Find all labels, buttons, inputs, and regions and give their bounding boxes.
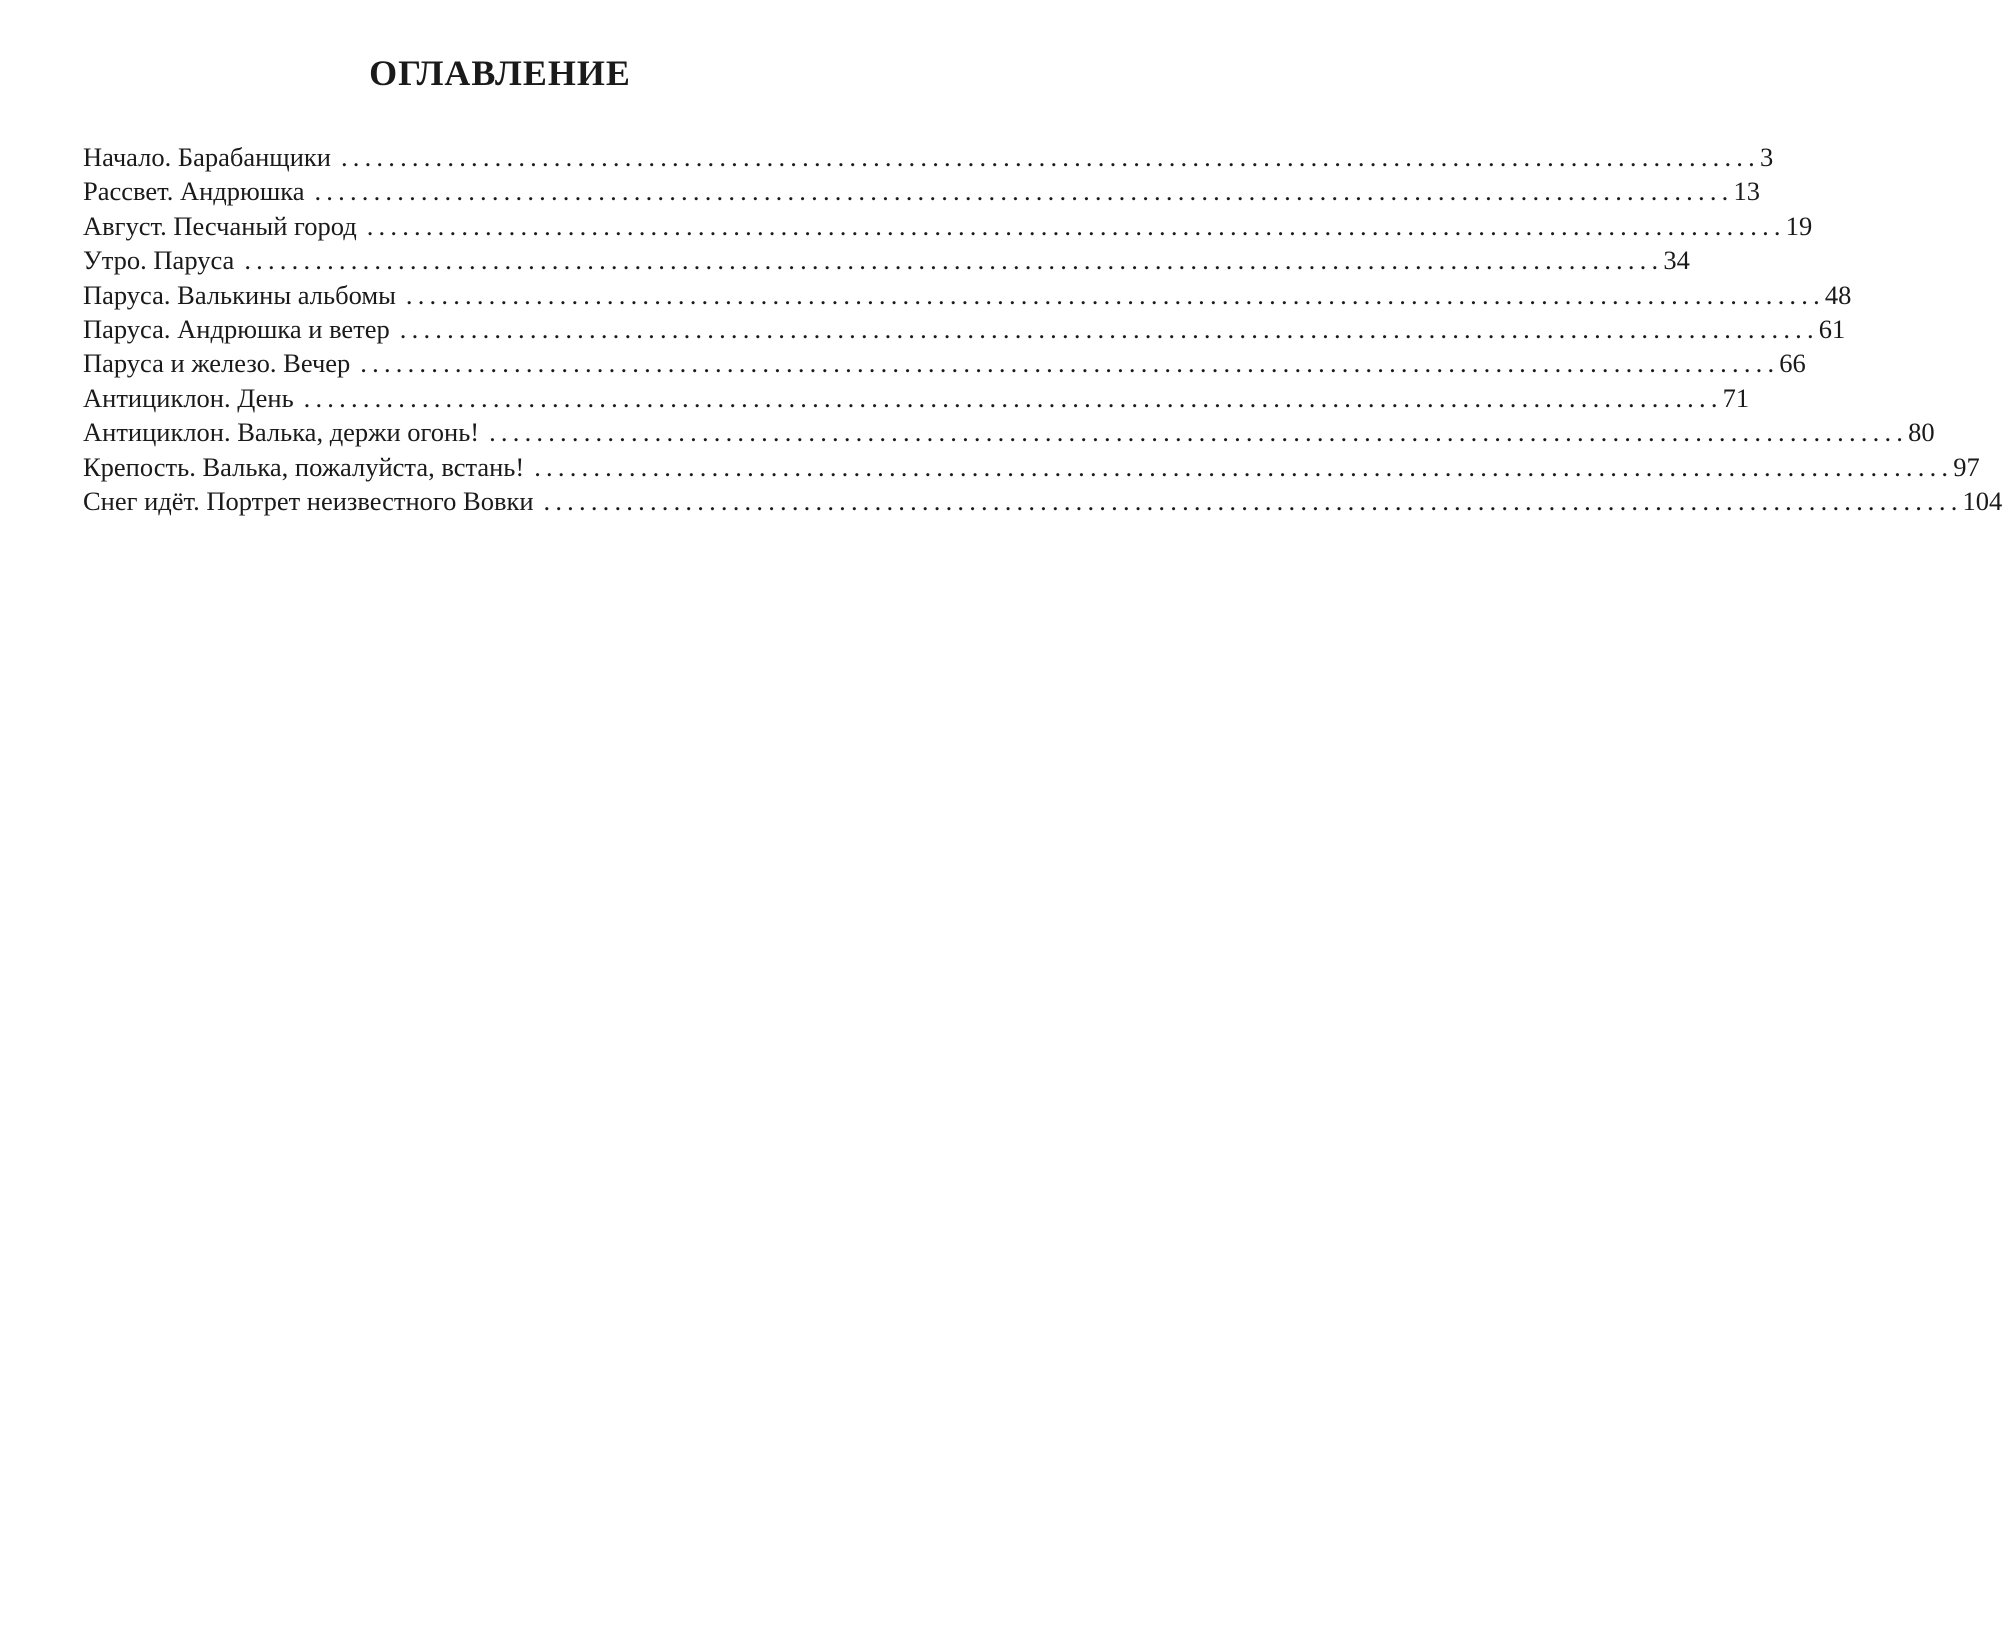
toc-entry-page: 97 [1953, 451, 1980, 482]
toc-entry [83, 312, 1846, 346]
toc-entry-page: 61 [1818, 313, 1846, 344]
toc-entry-title: Крепость. Валька, пожалуйста, встань! [83, 451, 525, 482]
toc-entry-title: Утро. Паруса [83, 245, 235, 276]
dot-leader: ........................................................................................................................ [534, 451, 1954, 482]
toc-entry-title: Паруса и железо. Вечер [83, 348, 351, 379]
dot-leader: ........................................................................................................................ [360, 348, 1780, 379]
dot-leader: ........................................................................................................................ [244, 245, 1664, 276]
dot-leader: ........................................................................................................................ [303, 382, 1723, 413]
toc-entry [83, 415, 1935, 449]
toc-entry-title: Паруса. Андрюшка и ветер [83, 313, 390, 344]
dot-leader: ........................................................................................................................ [543, 485, 1963, 516]
toc-entry [83, 381, 1750, 415]
toc-entry-title: Паруса. Валькины альбомы [83, 279, 396, 310]
toc-entry [83, 209, 1813, 243]
table-of-contents [83, 140, 2002, 518]
toc-entry-page: 19 [1785, 210, 1813, 241]
toc-entry [83, 450, 1980, 484]
toc-entry [83, 346, 1806, 380]
toc-entry [83, 278, 1852, 312]
toc-entry-title: Антициклон. День [83, 382, 294, 413]
toc-entry-page: 80 [1908, 417, 1935, 448]
dot-leader: ........................................................................................................................ [340, 142, 1760, 172]
toc-entry-title: Антициклон. Валька, держи огонь! [83, 417, 480, 448]
toc-entry-page: 71 [1722, 382, 1750, 413]
toc-entry-title: Начало. Барабанщики [83, 142, 331, 172]
toc-entry-page: 104 [1962, 485, 2002, 516]
toc-entry [83, 484, 2002, 518]
dot-leader: ........................................................................................................................ [489, 417, 1909, 448]
dot-leader: ........................................................................................................................ [314, 176, 1734, 207]
toc-entry-title: Август. Песчаный город [83, 210, 357, 241]
toc-entry-title: Рассвет. Андрюшка [83, 176, 305, 207]
dot-leader: ........................................................................................................................ [399, 313, 1819, 344]
toc-entry-title: Снег идёт. Портрет неизвестного Вовки [83, 485, 534, 516]
toc-entry [83, 140, 1774, 174]
toc-entry-page: 3 [1759, 142, 1774, 172]
toc-entry-page: 13 [1733, 176, 1760, 207]
toc-entry-page: 66 [1779, 348, 1806, 379]
page-title: ОГЛАВЛЕНИЕ [369, 53, 631, 93]
toc-entry [83, 243, 1690, 277]
dot-leader: ........................................................................................................................ [366, 210, 1786, 241]
toc-entry-page: 34 [1663, 245, 1690, 276]
toc-entry [83, 174, 1760, 208]
dot-leader: ........................................................................................................................ [405, 279, 1825, 310]
toc-entry-page: 48 [1824, 279, 1852, 310]
